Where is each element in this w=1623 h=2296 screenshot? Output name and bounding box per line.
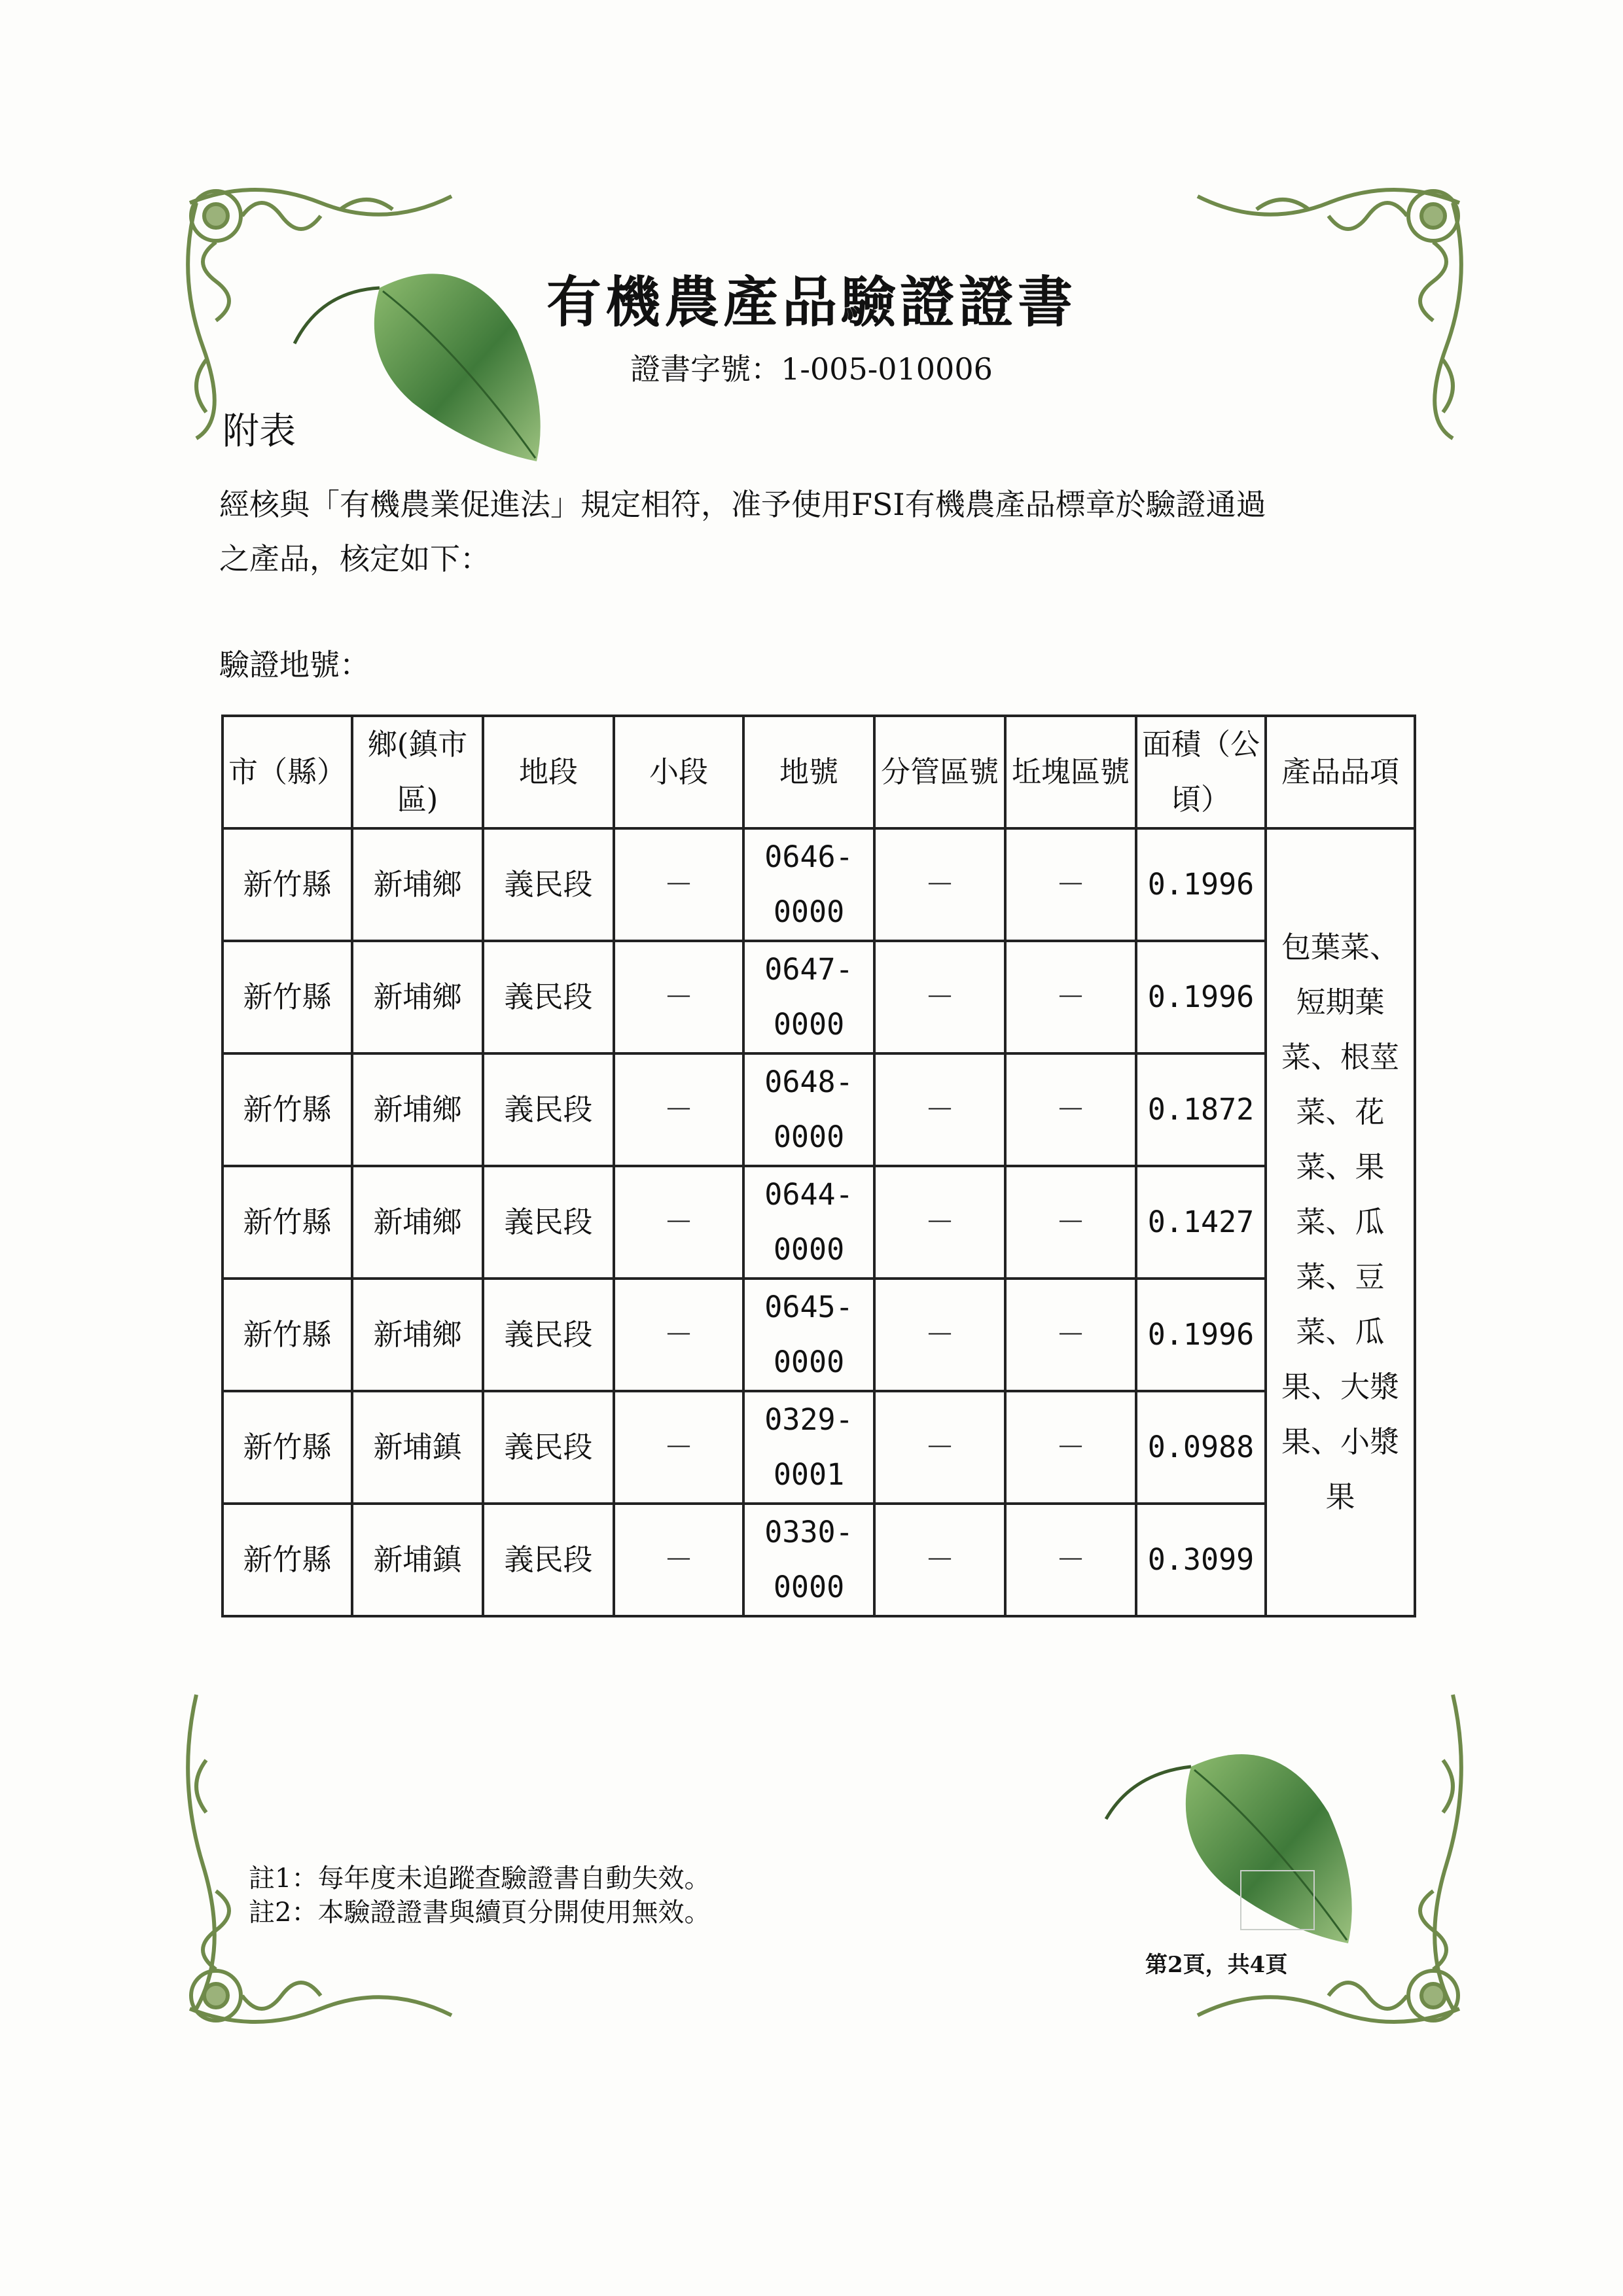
cell-subsection: － xyxy=(614,1279,743,1391)
cell-share: － xyxy=(874,1053,1005,1166)
cell-city: 新竹縣 xyxy=(223,1053,352,1166)
land-table xyxy=(221,715,1416,1617)
cell-plot: － xyxy=(1005,941,1136,1053)
table-row xyxy=(223,1166,1415,1279)
cell-share: － xyxy=(874,1166,1005,1279)
table-row xyxy=(223,1391,1415,1504)
cell-products: 包葉菜、短期葉菜、根莖菜、花菜、果菜、瓜菜、豆菜、瓜果、大漿果、小漿果 xyxy=(1266,828,1415,1616)
cell-share: － xyxy=(874,1504,1005,1616)
cell-subsection: － xyxy=(614,1053,743,1166)
cell-share: － xyxy=(874,941,1005,1053)
cell-city: 新竹縣 xyxy=(223,828,352,941)
cell-section: 義民段 xyxy=(483,941,614,1053)
cell-city: 新竹縣 xyxy=(223,1391,352,1504)
cell-area: 0.1872 xyxy=(1136,1053,1266,1166)
cell-section: 義民段 xyxy=(483,1166,614,1279)
cell-subsection: － xyxy=(614,1391,743,1504)
cell-township: 新埔鄉 xyxy=(352,941,483,1053)
cell-lot: 0648-0000 xyxy=(743,1053,874,1166)
cell-plot: － xyxy=(1005,1391,1136,1504)
cell-city: 新竹縣 xyxy=(223,1166,352,1279)
cell-city: 新竹縣 xyxy=(223,1279,352,1391)
cell-lot: 0647-0000 xyxy=(743,941,874,1053)
table-row xyxy=(223,941,1415,1053)
table-row xyxy=(223,828,1415,941)
intro-line-1: 經核與「有機農業促進法」規定相符，准予使用FSI有機農產品標章於驗證通過 xyxy=(219,487,1266,522)
cell-township: 新埔鄉 xyxy=(352,828,483,941)
table-header-row xyxy=(223,716,1415,828)
table-row xyxy=(223,1053,1415,1166)
cell-area: 0.3099 xyxy=(1136,1504,1266,1616)
footnote-1: 註1：每年度未追蹤查驗證書自動失效。 xyxy=(249,1863,711,1894)
leaf-icon-bottom xyxy=(1099,1734,1374,1950)
cell-plot: － xyxy=(1005,1279,1136,1391)
cell-subsection: － xyxy=(614,1166,743,1279)
header-section: 地段 xyxy=(483,716,614,828)
intro-paragraph xyxy=(219,478,1436,586)
header-share: 分管區號 xyxy=(874,716,1005,828)
cell-lot: 0329-0001 xyxy=(743,1391,874,1504)
cell-lot: 0330-0000 xyxy=(743,1504,874,1616)
cell-area: 0.1996 xyxy=(1136,1279,1266,1391)
header-lot: 地號 xyxy=(743,716,874,828)
cell-section: 義民段 xyxy=(483,1053,614,1166)
ornament-bottom-left xyxy=(177,1682,491,2035)
cell-plot: － xyxy=(1005,1504,1136,1616)
cell-share: － xyxy=(874,1279,1005,1391)
cell-city: 新竹縣 xyxy=(223,1504,352,1616)
cell-area: 0.1996 xyxy=(1136,941,1266,1053)
cell-city: 新竹縣 xyxy=(223,941,352,1053)
cell-subsection: － xyxy=(614,828,743,941)
cell-subsection: － xyxy=(614,1504,743,1616)
cell-township: 新埔鄉 xyxy=(352,1053,483,1166)
cell-plot: － xyxy=(1005,828,1136,941)
cell-section: 義民段 xyxy=(483,1279,614,1391)
cell-section: 義民段 xyxy=(483,1504,614,1616)
cell-township: 新埔鎮 xyxy=(352,1391,483,1504)
page-number: 第2頁，共4頁 xyxy=(1145,1952,1288,1978)
cell-area: 0.0988 xyxy=(1136,1391,1266,1504)
certificate-number: 證書字號：1-005-010006 xyxy=(630,351,993,387)
header-township: 鄉(鎮市區) xyxy=(352,716,483,828)
cell-section: 義民段 xyxy=(483,1391,614,1504)
cell-township: 新埔鄉 xyxy=(352,1279,483,1391)
cell-area: 0.1427 xyxy=(1136,1166,1266,1279)
cell-section: 義民段 xyxy=(483,828,614,941)
cell-lot: 0644-0000 xyxy=(743,1166,874,1279)
header-city: 市（縣） xyxy=(223,716,352,828)
header-products: 產品品項 xyxy=(1266,716,1415,828)
header-plot: 坵塊區號 xyxy=(1005,716,1136,828)
footnote-2: 註2：本驗證證書與續頁分開使用無效。 xyxy=(249,1898,711,1928)
header-subsection: 小段 xyxy=(614,716,743,828)
footnotes xyxy=(249,1862,710,1930)
cell-township: 新埔鄉 xyxy=(352,1166,483,1279)
cell-plot: － xyxy=(1005,1166,1136,1279)
intro-line-2: 之產品，核定如下： xyxy=(219,541,490,576)
cell-share: － xyxy=(874,1391,1005,1504)
cell-share: － xyxy=(874,828,1005,941)
appendix-label: 附表 xyxy=(223,410,296,453)
land-number-label: 驗證地號： xyxy=(219,647,370,682)
stamp-mark xyxy=(1240,1870,1315,1930)
table-row xyxy=(223,1504,1415,1616)
cell-township: 新埔鎮 xyxy=(352,1504,483,1616)
cell-subsection: － xyxy=(614,941,743,1053)
cell-plot: － xyxy=(1005,1053,1136,1166)
table-row xyxy=(223,1279,1415,1391)
cell-area: 0.1996 xyxy=(1136,828,1266,941)
header-area: 面積（公頃） xyxy=(1136,716,1266,828)
certificate-title: 有機農產品驗證證書 xyxy=(546,270,1077,334)
cell-lot: 0646-0000 xyxy=(743,828,874,941)
cell-lot: 0645-0000 xyxy=(743,1279,874,1391)
